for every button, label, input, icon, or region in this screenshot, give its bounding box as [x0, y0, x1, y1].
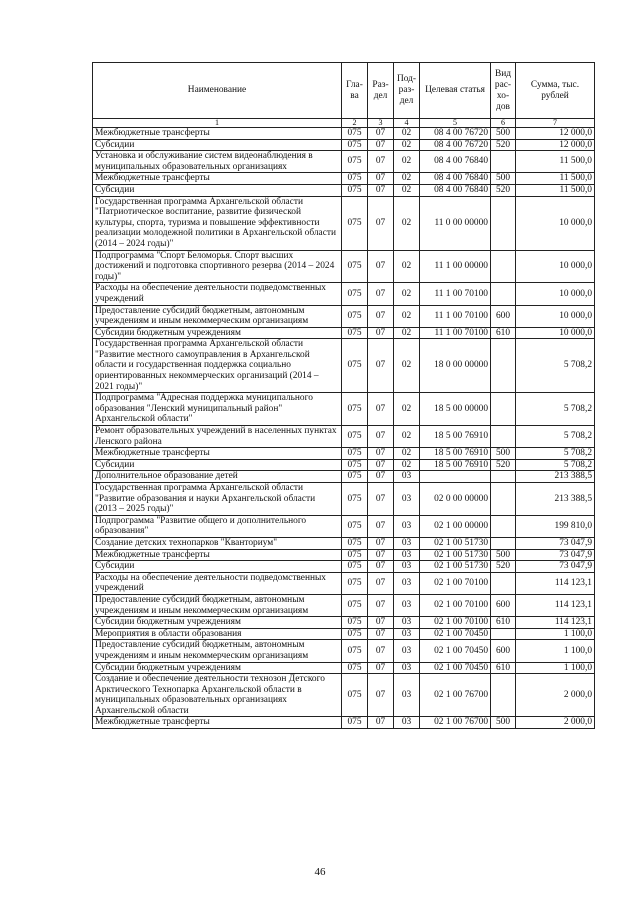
cell-target-article: 08 4 00 76720 — [420, 139, 491, 151]
cell-chapter: 075 — [342, 537, 368, 549]
table-row — [93, 515, 595, 537]
cell-section: 07 — [368, 173, 394, 185]
cell-sum: 5 708,2 — [516, 459, 595, 471]
cell-chapter: 075 — [342, 572, 368, 594]
cell-target-article: 08 4 00 76840 — [420, 173, 491, 185]
cell-chapter: 075 — [342, 662, 368, 674]
cell-name: Субсидии бюджетным учреждениям — [93, 327, 342, 339]
cell-subsection: 02 — [394, 283, 420, 305]
cell-expense-type — [491, 483, 516, 516]
header-section: Раз-дел — [368, 63, 394, 119]
cell-name: Создание детских технопарков "Кванториум" — [93, 537, 342, 549]
cell-target-article: 02 1 00 76700 — [420, 674, 491, 717]
cell-expense-type: 500 — [491, 717, 516, 729]
cell-expense-type — [491, 393, 516, 426]
cell-target-article: 02 1 00 70450 — [420, 640, 491, 662]
cell-chapter: 075 — [342, 717, 368, 729]
cell-chapter: 075 — [342, 393, 368, 426]
cell-name: Предоставление субсидий бюджетным, автономным учреждениям и иным некоммерческим организациям — [93, 594, 342, 616]
cell-section: 07 — [368, 717, 394, 729]
cell-chapter: 075 — [342, 151, 368, 173]
cell-subsection: 02 — [394, 128, 420, 140]
cell-section: 07 — [368, 628, 394, 640]
cell-section: 07 — [368, 471, 394, 483]
cell-name: Создание и обеспечение деятельности технозон Детского Арктического Технопарка Архангельской области в муниципальных образовательных организациях Архангельской области — [93, 674, 342, 717]
cell-name: Предоставление субсидий бюджетным, автономным учреждениям и иным некоммерческим организациям — [93, 640, 342, 662]
cell-expense-type: 610 — [491, 327, 516, 339]
cell-target-article: 18 5 00 76910 — [420, 448, 491, 460]
cell-name: Субсидии — [93, 561, 342, 573]
cell-sum: 10 000,0 — [516, 327, 595, 339]
cell-section: 07 — [368, 561, 394, 573]
cell-subsection: 03 — [394, 537, 420, 549]
cell-sum: 1 100,0 — [516, 628, 595, 640]
cell-section: 07 — [368, 537, 394, 549]
cell-name: Ремонт образовательных учреждений в населенных пунктах Ленского района — [93, 426, 342, 448]
column-number: 2 — [342, 119, 368, 128]
cell-name: Межбюджетные трансферты — [93, 448, 342, 460]
cell-chapter: 075 — [342, 250, 368, 283]
cell-target-article: 02 1 00 00000 — [420, 515, 491, 537]
column-number-row — [93, 119, 595, 128]
cell-subsection: 03 — [394, 572, 420, 594]
cell-sum: 1 100,0 — [516, 640, 595, 662]
cell-chapter: 075 — [342, 561, 368, 573]
cell-section: 07 — [368, 617, 394, 629]
cell-section: 07 — [368, 151, 394, 173]
cell-sum: 114 123,1 — [516, 572, 595, 594]
cell-target-article — [420, 471, 491, 483]
cell-expense-type — [491, 537, 516, 549]
cell-expense-type: 520 — [491, 139, 516, 151]
cell-expense-type: 610 — [491, 662, 516, 674]
cell-target-article: 02 1 00 70100 — [420, 617, 491, 629]
cell-subsection: 03 — [394, 640, 420, 662]
cell-subsection: 03 — [394, 515, 420, 537]
cell-expense-type — [491, 572, 516, 594]
cell-expense-type: 520 — [491, 459, 516, 471]
cell-expense-type: 610 — [491, 617, 516, 629]
cell-name: Предоставление субсидий бюджетным, автономным учреждениям и иным некоммерческим организациям — [93, 305, 342, 327]
cell-sum: 73 047,9 — [516, 537, 595, 549]
cell-chapter: 075 — [342, 196, 368, 250]
table-row — [93, 426, 595, 448]
header-row — [93, 63, 595, 119]
cell-subsection: 03 — [394, 674, 420, 717]
cell-target-article: 08 4 00 76840 — [420, 184, 491, 196]
cell-name: Субсидии бюджетным учреждениям — [93, 662, 342, 674]
cell-expense-type — [491, 283, 516, 305]
cell-name: Государственная программа Архангельской области "Развитие местного самоуправления в Архангельской области и государственная поддержка социально ориентированных некоммерческих организаций (2014 – 2021 годы)" — [93, 339, 342, 393]
cell-expense-type: 600 — [491, 305, 516, 327]
cell-expense-type: 600 — [491, 594, 516, 616]
cell-subsection: 02 — [394, 196, 420, 250]
table-row — [93, 128, 595, 140]
table-row — [93, 483, 595, 516]
cell-target-article: 02 1 00 51730 — [420, 537, 491, 549]
cell-chapter: 075 — [342, 515, 368, 537]
cell-name: Межбюджетные трансферты — [93, 173, 342, 185]
table-row — [93, 640, 595, 662]
cell-chapter: 075 — [342, 184, 368, 196]
cell-chapter: 075 — [342, 339, 368, 393]
cell-sum: 11 500,0 — [516, 151, 595, 173]
cell-name: Расходы на обеспечение деятельности подведомственных учреждений — [93, 572, 342, 594]
cell-chapter: 075 — [342, 640, 368, 662]
cell-name: Межбюджетные трансферты — [93, 549, 342, 561]
cell-target-article: 18 5 00 76910 — [420, 426, 491, 448]
cell-name: Подпрограмма "Адресная поддержка муниципального образования "Ленский муниципальный район" Архангельской области" — [93, 393, 342, 426]
cell-name: Дополнительное образование детей — [93, 471, 342, 483]
cell-subsection: 03 — [394, 628, 420, 640]
page-number: 46 — [314, 866, 326, 878]
cell-section: 07 — [368, 594, 394, 616]
cell-sum: 12 000,0 — [516, 128, 595, 140]
cell-section: 07 — [368, 549, 394, 561]
cell-section: 07 — [368, 339, 394, 393]
cell-chapter: 075 — [342, 459, 368, 471]
cell-name: Субсидии — [93, 139, 342, 151]
cell-section: 07 — [368, 674, 394, 717]
cell-expense-type: 500 — [491, 448, 516, 460]
cell-name: Субсидии — [93, 184, 342, 196]
cell-sum: 5 708,2 — [516, 426, 595, 448]
cell-chapter: 075 — [342, 173, 368, 185]
cell-target-article: 18 0 00 00000 — [420, 339, 491, 393]
cell-target-article: 18 5 00 76910 — [420, 459, 491, 471]
cell-chapter: 075 — [342, 628, 368, 640]
cell-section: 07 — [368, 184, 394, 196]
header-sum: Сумма, тыс. рублей — [516, 63, 595, 119]
column-number: 7 — [516, 119, 595, 128]
cell-target-article: 08 4 00 76720 — [420, 128, 491, 140]
budget-table — [92, 62, 595, 729]
cell-target-article: 11 1 00 70100 — [420, 283, 491, 305]
cell-expense-type — [491, 471, 516, 483]
cell-name: Субсидии бюджетным учреждениям — [93, 617, 342, 629]
header-subsection: Под-раз-дел — [394, 63, 420, 119]
cell-target-article: 18 5 00 00000 — [420, 393, 491, 426]
cell-target-article: 02 1 00 76700 — [420, 717, 491, 729]
cell-sum: 213 388,5 — [516, 483, 595, 516]
cell-chapter: 075 — [342, 471, 368, 483]
header-target-article: Целевая статья — [420, 63, 491, 119]
cell-sum: 10 000,0 — [516, 250, 595, 283]
cell-section: 07 — [368, 250, 394, 283]
cell-chapter: 075 — [342, 483, 368, 516]
cell-subsection: 02 — [394, 426, 420, 448]
cell-section: 07 — [368, 305, 394, 327]
cell-target-article: 02 1 00 70100 — [420, 594, 491, 616]
cell-expense-type — [491, 426, 516, 448]
cell-target-article: 11 1 00 00000 — [420, 250, 491, 283]
cell-expense-type: 500 — [491, 128, 516, 140]
cell-subsection: 02 — [394, 250, 420, 283]
cell-subsection: 03 — [394, 483, 420, 516]
cell-sum: 5 708,2 — [516, 393, 595, 426]
cell-name: Государственная программа Архангельской области "Патриотическое воспитание, развитие физической культуры, спорта, туризма и повышение эффективности реализации молодежной политики в Архангельской области (2014 – 2024 годы)" — [93, 196, 342, 250]
cell-chapter: 075 — [342, 305, 368, 327]
table-row — [93, 250, 595, 283]
cell-section: 07 — [368, 572, 394, 594]
cell-section: 07 — [368, 662, 394, 674]
cell-sum: 2 000,0 — [516, 717, 595, 729]
cell-target-article: 11 1 00 70100 — [420, 327, 491, 339]
cell-name: Межбюджетные трансферты — [93, 717, 342, 729]
cell-subsection: 03 — [394, 617, 420, 629]
header-expense-type: Вид рас-хо-дов — [491, 63, 516, 119]
cell-section: 07 — [368, 196, 394, 250]
table-row — [93, 537, 595, 549]
cell-expense-type: 520 — [491, 184, 516, 196]
cell-chapter: 075 — [342, 549, 368, 561]
cell-expense-type — [491, 515, 516, 537]
table-row — [93, 572, 595, 594]
cell-chapter: 075 — [342, 617, 368, 629]
cell-subsection: 02 — [394, 459, 420, 471]
cell-sum: 73 047,9 — [516, 561, 595, 573]
cell-target-article: 02 1 00 70450 — [420, 628, 491, 640]
header-chapter: Гла-ва — [342, 63, 368, 119]
cell-name: Установка и обслуживание систем видеонаблюдения в муниципальных образовательных организациях — [93, 151, 342, 173]
cell-target-article: 02 1 00 51730 — [420, 561, 491, 573]
cell-section: 07 — [368, 515, 394, 537]
cell-sum: 114 123,1 — [516, 594, 595, 616]
cell-section: 07 — [368, 139, 394, 151]
cell-section: 07 — [368, 393, 394, 426]
cell-sum: 199 810,0 — [516, 515, 595, 537]
cell-target-article: 02 1 00 70100 — [420, 572, 491, 594]
column-number: 6 — [491, 119, 516, 128]
cell-chapter: 075 — [342, 139, 368, 151]
cell-subsection: 02 — [394, 339, 420, 393]
cell-section: 07 — [368, 426, 394, 448]
cell-section: 07 — [368, 448, 394, 460]
table-row — [93, 327, 595, 339]
table-row — [93, 549, 595, 561]
table-row — [93, 448, 595, 460]
table-row — [93, 459, 595, 471]
cell-sum: 213 388,5 — [516, 471, 595, 483]
cell-section: 07 — [368, 459, 394, 471]
cell-name: Расходы на обеспечение деятельности подведомственных учреждений — [93, 283, 342, 305]
table-row — [93, 151, 595, 173]
cell-sum: 73 047,9 — [516, 549, 595, 561]
cell-sum: 11 500,0 — [516, 184, 595, 196]
cell-subsection: 03 — [394, 594, 420, 616]
cell-sum: 10 000,0 — [516, 305, 595, 327]
cell-sum: 5 708,2 — [516, 448, 595, 460]
cell-chapter: 075 — [342, 283, 368, 305]
table-row — [93, 617, 595, 629]
cell-subsection: 02 — [394, 139, 420, 151]
cell-subsection: 03 — [394, 471, 420, 483]
cell-name: Мероприятия в области образования — [93, 628, 342, 640]
cell-sum: 11 500,0 — [516, 173, 595, 185]
header-name: Наименование — [93, 63, 342, 119]
cell-name: Субсидии — [93, 459, 342, 471]
table-row — [93, 305, 595, 327]
column-number: 4 — [394, 119, 420, 128]
cell-chapter: 075 — [342, 594, 368, 616]
cell-section: 07 — [368, 640, 394, 662]
cell-section: 07 — [368, 128, 394, 140]
column-number: 5 — [420, 119, 491, 128]
cell-expense-type — [491, 628, 516, 640]
table-row — [93, 283, 595, 305]
cell-sum: 10 000,0 — [516, 196, 595, 250]
cell-sum: 1 100,0 — [516, 662, 595, 674]
table-row — [93, 184, 595, 196]
cell-target-article: 02 0 00 00000 — [420, 483, 491, 516]
cell-chapter: 075 — [342, 327, 368, 339]
cell-subsection: 02 — [394, 305, 420, 327]
cell-expense-type: 520 — [491, 561, 516, 573]
cell-expense-type: 600 — [491, 640, 516, 662]
cell-target-article: 02 1 00 70450 — [420, 662, 491, 674]
cell-chapter: 075 — [342, 448, 368, 460]
table-row — [93, 628, 595, 640]
cell-sum: 5 708,2 — [516, 339, 595, 393]
cell-sum: 10 000,0 — [516, 283, 595, 305]
cell-expense-type: 500 — [491, 173, 516, 185]
cell-target-article: 11 0 00 00000 — [420, 196, 491, 250]
cell-target-article: 08 4 00 76840 — [420, 151, 491, 173]
cell-target-article: 11 1 00 70100 — [420, 305, 491, 327]
cell-expense-type — [491, 674, 516, 717]
table-row — [93, 339, 595, 393]
cell-expense-type — [491, 339, 516, 393]
cell-subsection: 02 — [394, 448, 420, 460]
cell-section: 07 — [368, 327, 394, 339]
cell-subsection: 02 — [394, 173, 420, 185]
table-row — [93, 139, 595, 151]
cell-expense-type — [491, 250, 516, 283]
cell-subsection: 03 — [394, 549, 420, 561]
cell-chapter: 075 — [342, 674, 368, 717]
table-row — [93, 173, 595, 185]
cell-section: 07 — [368, 483, 394, 516]
table-row — [93, 717, 595, 729]
cell-chapter: 075 — [342, 128, 368, 140]
cell-expense-type — [491, 196, 516, 250]
table-row — [93, 196, 595, 250]
table-body — [93, 128, 595, 729]
cell-subsection: 02 — [394, 184, 420, 196]
cell-subsection: 03 — [394, 717, 420, 729]
cell-subsection: 02 — [394, 151, 420, 173]
cell-target-article: 02 1 00 51730 — [420, 549, 491, 561]
cell-sum: 12 000,0 — [516, 139, 595, 151]
cell-expense-type — [491, 151, 516, 173]
cell-subsection: 03 — [394, 561, 420, 573]
table-row — [93, 594, 595, 616]
table-row — [93, 561, 595, 573]
column-number: 3 — [368, 119, 394, 128]
cell-name: Межбюджетные трансферты — [93, 128, 342, 140]
cell-name: Государственная программа Архангельской области "Развитие образования и науки Архангельской области (2013 – 2025 годы)" — [93, 483, 342, 516]
cell-expense-type: 500 — [491, 549, 516, 561]
column-number: 1 — [93, 119, 342, 128]
table-row — [93, 674, 595, 717]
cell-sum: 2 000,0 — [516, 674, 595, 717]
cell-name: Подпрограмма "Спорт Беломорья. Спорт высших достижений и подготовка спортивного резерва (2014 – 2024 годы)" — [93, 250, 342, 283]
table-row — [93, 662, 595, 674]
cell-section: 07 — [368, 283, 394, 305]
cell-sum: 114 123,1 — [516, 617, 595, 629]
table-row — [93, 393, 595, 426]
cell-subsection: 02 — [394, 327, 420, 339]
cell-chapter: 075 — [342, 426, 368, 448]
cell-subsection: 03 — [394, 662, 420, 674]
cell-subsection: 02 — [394, 393, 420, 426]
table-row — [93, 471, 595, 483]
cell-name: Подпрограмма "Развитие общего и дополнительного образования" — [93, 515, 342, 537]
